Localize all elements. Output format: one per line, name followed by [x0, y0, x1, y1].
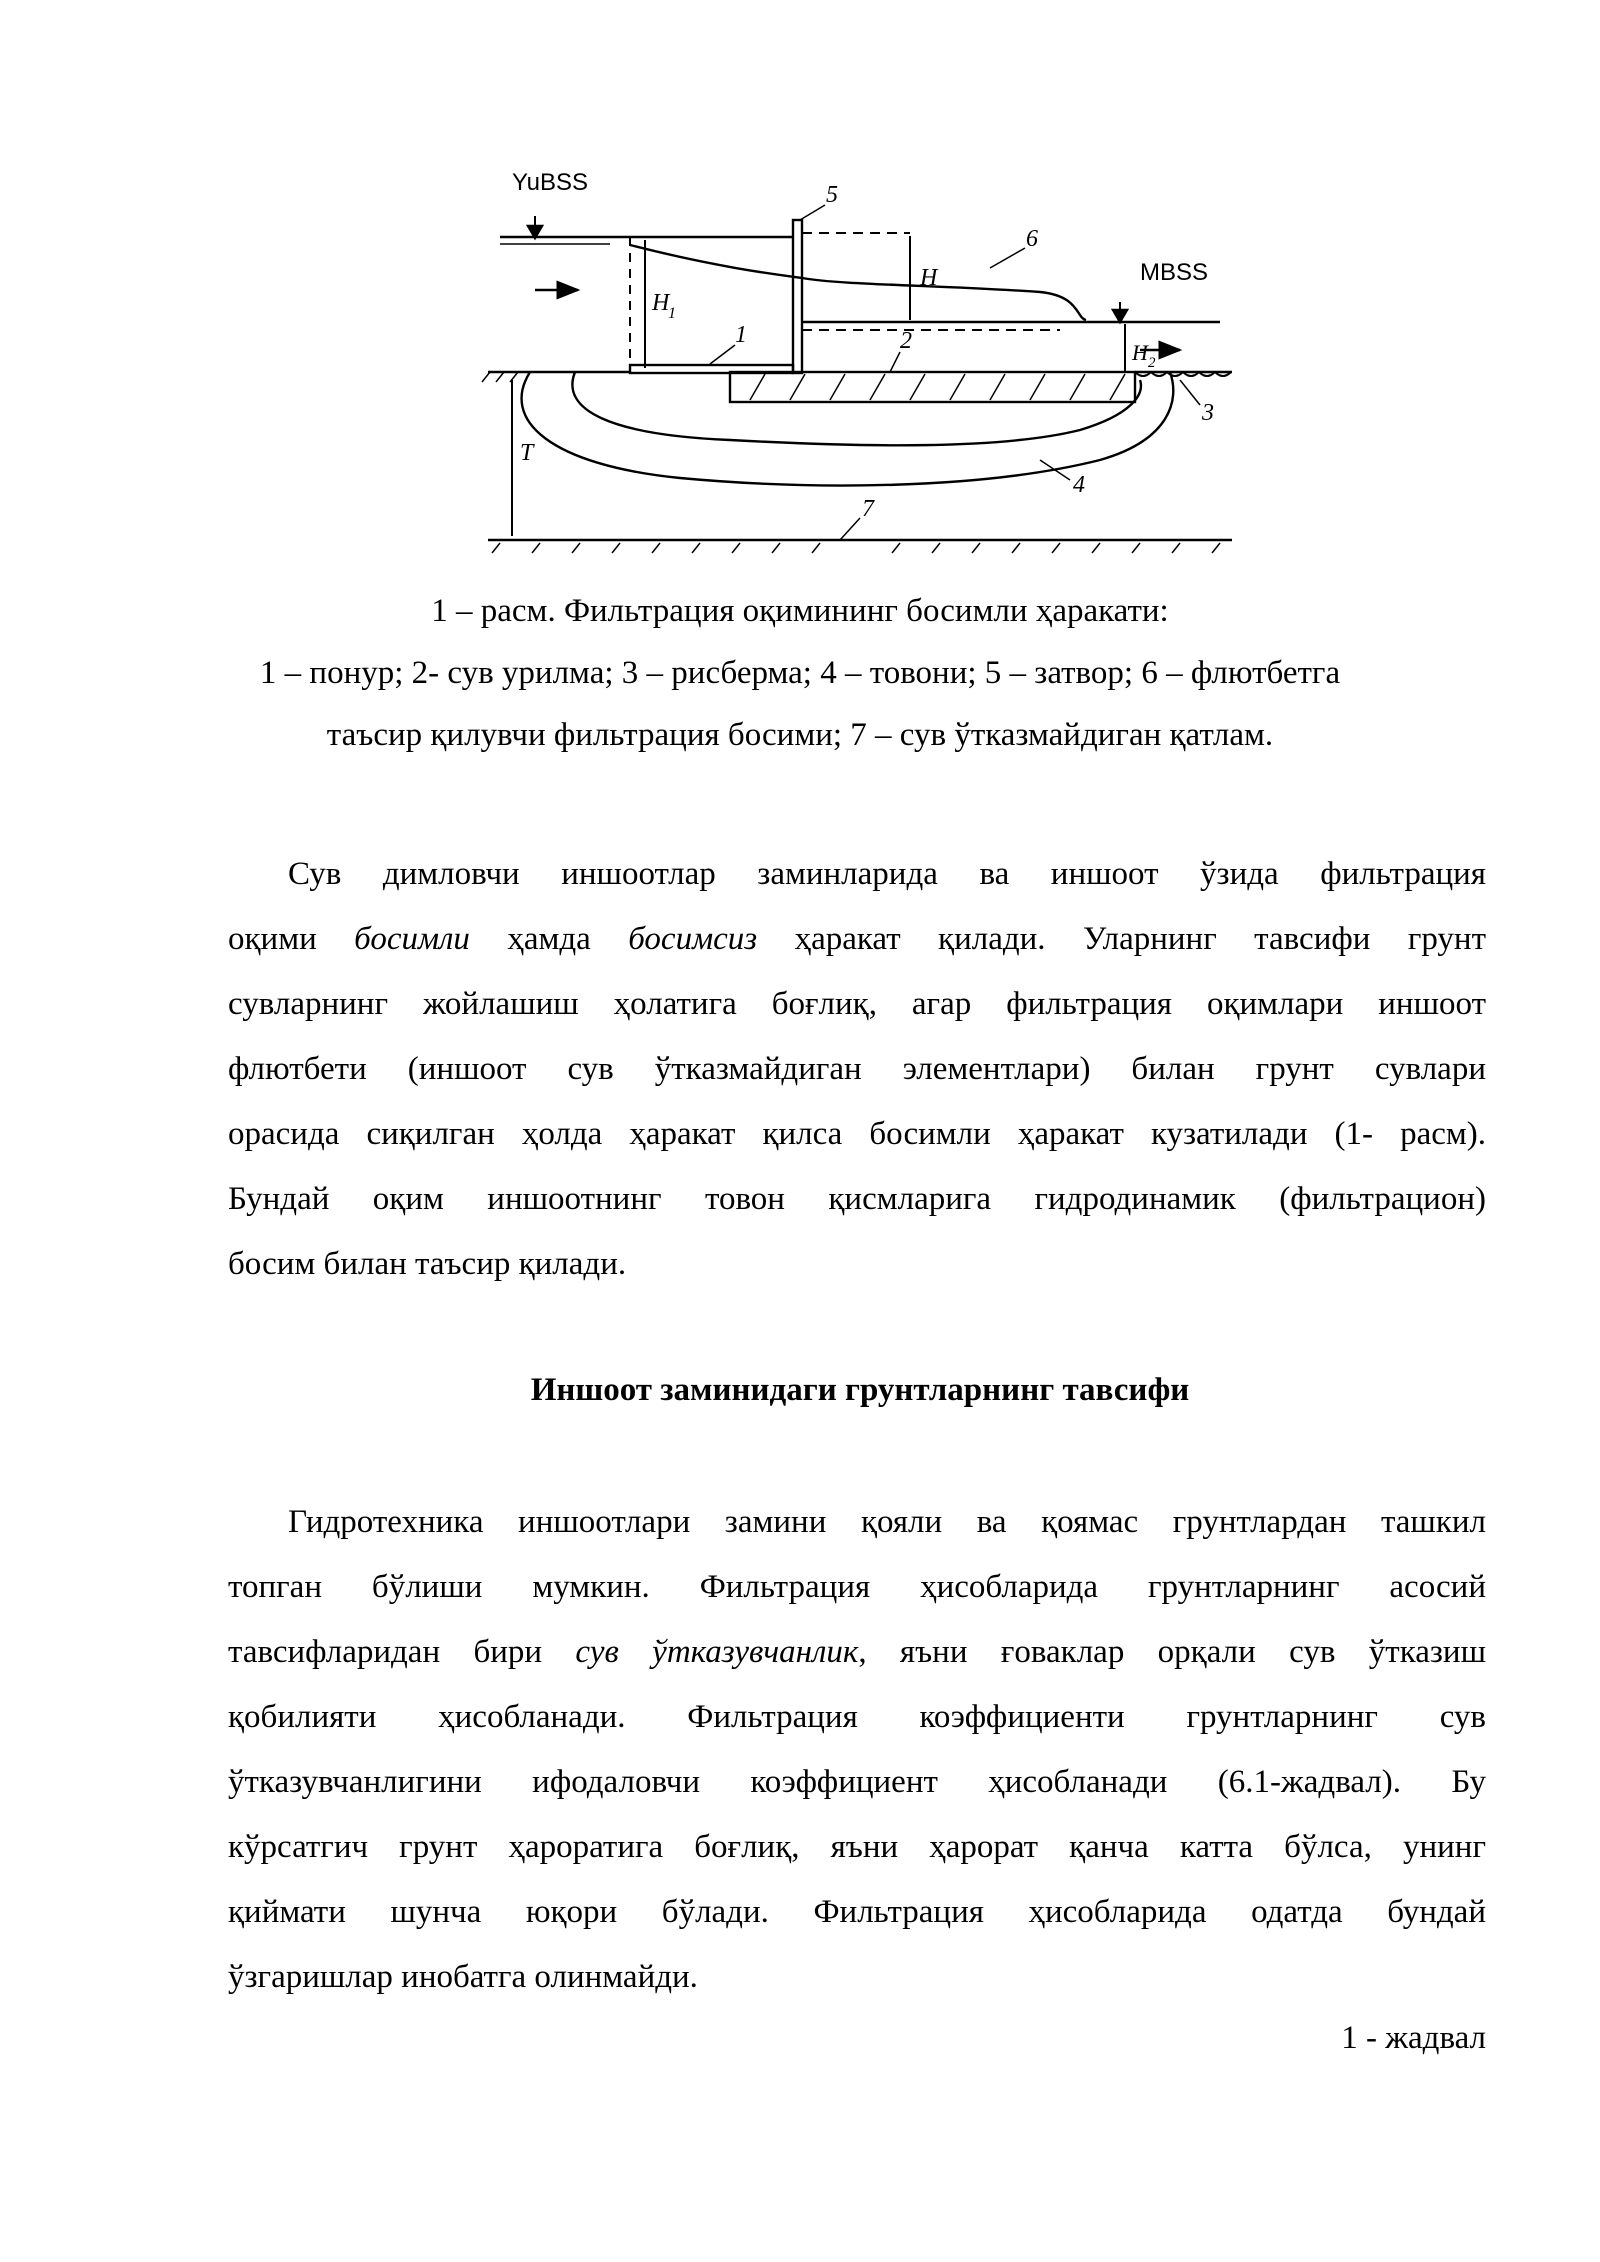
text-run: оқими: [228, 921, 355, 957]
depth-t-label: T: [520, 440, 534, 466]
paragraph-line: [228, 1620, 1486, 1685]
paragraph-line: Сув димловчи иншоотлар заминларида ва иншоот ўзида фильтрация: [288, 856, 1486, 892]
paragraph-filtration-flow: [228, 842, 1486, 1297]
downstream-level-label: MBSS: [1140, 259, 1209, 286]
italic-term: босимсиз: [628, 921, 758, 957]
head-h2-label: H: [1132, 340, 1148, 365]
head-h2-sub: 2: [1148, 355, 1156, 371]
paragraph-line: қиймати шунча юқори бўлади. Фильтрация ҳисобларида одатда бундай: [228, 1894, 1486, 1930]
paragraph-soil-properties: [228, 1490, 1486, 2010]
section-heading: Иншоот заминидаги грунтларнинг тавсифи: [530, 1372, 1190, 1408]
figure-caption-legend-1: 1 – понур; 2- сув урилма; 3 – рисберма; 4 – товони; 5 – затвор; 6 – флютбетга: [259, 655, 1341, 691]
label-6: 6: [1026, 226, 1038, 252]
paragraph-line: қобилияти ҳисобланади. Фильтрация коэффициенти грунтларнинг сув: [228, 1699, 1486, 1735]
diagram-svg: [480, 160, 1240, 560]
label-2: 2: [900, 328, 912, 354]
figure-caption-title: 1 – расм. Фильтрация оқимининг босимли ҳаракати:: [431, 593, 1169, 629]
text-run: тавсифларидан бири: [228, 1634, 576, 1670]
label-5: 5: [826, 182, 838, 208]
gate-structure: [793, 220, 802, 373]
head-h-label: H: [920, 265, 938, 291]
paragraph-line: босим билан таъсир қилади.: [228, 1246, 627, 1282]
paragraph-line: сувларнинг жойлашиш ҳолатига боғлиқ, агар фильтрация оқимлари иншоот: [228, 986, 1486, 1022]
text-run: , яъни ғоваклар орқали сув ўтказиш: [858, 1634, 1486, 1670]
paragraph-line: флютбети (иншоот сув ўтказмайдиган элементлари) билан грунт сувлари: [228, 1051, 1486, 1087]
paragraph-line: ўзгаришлар инобатга олинмайди.: [228, 1959, 698, 1995]
italic-term: босимли: [354, 921, 470, 957]
paragraph-line: топган бўлиши мумкин. Фильтрация ҳисобларида грунтларнинг асосий: [228, 1569, 1486, 1605]
dam-filtration-diagram: [480, 160, 1240, 560]
paragraph-line: [228, 907, 1486, 972]
italic-term: сув ўтказувчанлик: [575, 1634, 859, 1670]
seepage-line-inner: [572, 372, 1140, 445]
head-h1-label: H: [652, 290, 670, 316]
figure-caption-legend-2: таъсир қилувчи фильтрация босими; 7 – сув ўтказмайдиган қатлам.: [326, 717, 1274, 753]
text-run: ҳамда: [469, 921, 629, 957]
upstream-level-label: YuBSS: [512, 169, 589, 196]
label-1: 1: [735, 322, 747, 348]
paragraph-line: ўтказувчанлигини ифодаловчи коэффициент ҳисобланади (6.1-жадвал). Бу: [228, 1764, 1486, 1800]
head-h1-sub: 1: [668, 305, 676, 322]
paragraph-line: орасида сиқилган ҳолда ҳаракат қилса босимли ҳаракат кузатилади (1- расм).: [228, 1116, 1486, 1152]
riprap-berma: [1135, 372, 1231, 376]
text-run: ҳаракат қилади. Уларнинг тавсифи грунт: [757, 921, 1486, 957]
paragraph-line: кўрсатгич грунт ҳароратига боғлиқ, яъни ҳарорат қанча катта бўлса, унинг: [228, 1829, 1486, 1865]
paragraph-line: Гидротехника иншоотлари замини қояли ва қоямас грунтлардан ташкил: [288, 1504, 1486, 1540]
paragraph-line: Бундай оқим иншоотнинг товон қисмларига гидродинамик (фильтрацион): [228, 1181, 1486, 1217]
label-4: 4: [1073, 472, 1085, 498]
label-7: 7: [862, 496, 874, 522]
label-3: 3: [1202, 400, 1214, 426]
filtration-pressure-curve: [630, 245, 1086, 320]
table-label: 1 - жадвал: [1341, 2020, 1486, 2056]
